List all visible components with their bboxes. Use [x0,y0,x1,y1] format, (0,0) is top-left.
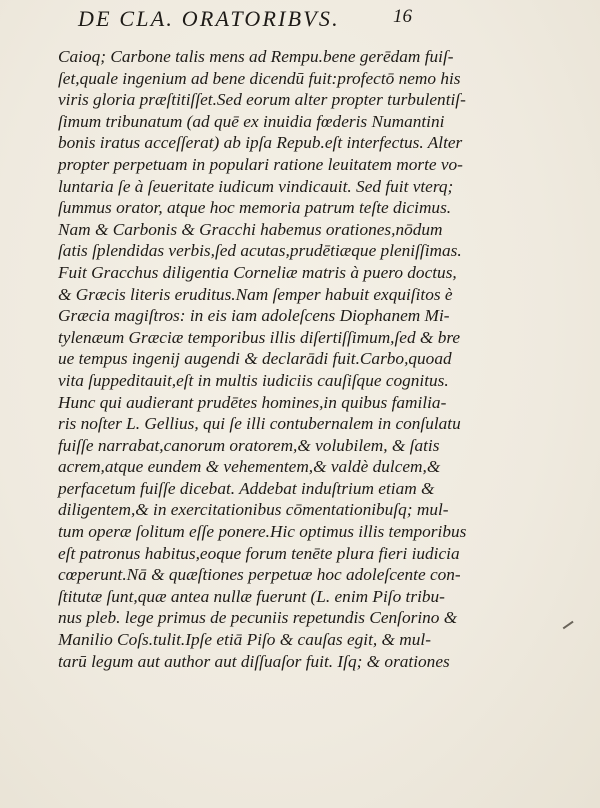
text-line: Hunc qui audierant prudētes homines,in quibus familia- [58,392,447,412]
text-line: tylenæum Græciæ temporibus illis diſertiſſimum,ſed & bre [58,327,461,347]
text-line: ris noſter L. Gellius, qui ſe illi contubernalem in conſulatu [58,414,461,434]
body-text [58,46,578,672]
page-number: 16 [393,6,412,27]
text-line: acrem,atque eundem & vehementem,& valdè dulcem,& [58,457,441,477]
text-line: nus pleb. lege primus de pecuniis repetundis Cenſorino & [58,608,458,628]
text-line: ſummus orator, atque hoc memoria patrum teſte dicimus. [58,198,452,218]
text-line: bonis iratus acceſſerat) ab ipſa Repub.eſt interfectus. Alter [58,133,463,153]
text-line: ue tempus ingenij augendi & declarādi fuit.Carbo,quoad [58,349,452,369]
text-line: tarū legum aut author aut diſſuaſor fuit. Iſq; & orationes [58,651,450,671]
text-line: propter perpetuam in populari ratione leuitatem morte vo- [58,154,463,174]
text-line: viris gloria præſtitiſſet.Sed eorum alter propter turbulentiſ- [58,90,466,110]
text-line: Nam & Carbonis & Gracchi habemus orationes,nōdum [58,219,443,239]
text-line: perfacetum fuiſſe dicebat. Addebat induſtrium etiam & [58,478,435,498]
text-line: cœperunt.Nā & quæſtiones perpetuæ hoc adoleſcente con- [58,565,461,585]
text-line: Caioq; Carbone talis mens ad Rempu.bene gerēdam fuiſ- [58,47,454,66]
text-line: ſet,quale ingenium ad bene dicendū fuit:profectō nemo his [58,68,461,88]
page-header [58,4,578,36]
text-line: diligentem,& in exercitationibus cōmentationibuſq; mul- [58,500,449,520]
text-line: Manilio Coſs.tulit.Ipſe etiā Piſo & cauſas egit, & mul- [58,630,431,650]
text-line: Græcia magiſtros: in eis iam adoleſcens Diophanem Mi- [58,306,450,326]
text-line: & Græcis literis eruditus.Nam ſemper habuit exquiſitos è [58,284,453,304]
text-line: ſtitutæ ſunt,quæ antea nullæ fuerunt (L. enim Piſo tribu- [58,586,445,606]
text-line: fuiſſe narrabat,canorum oratorem,& volubilem, & ſatis [58,435,440,455]
text-line: ſatis ſplendidas verbis,ſed acutas,prudētiæque pleniſſimas. [58,241,462,261]
text-line: luntaria ſe à ſeueritate iudicum vindicauit. Sed fuit vterq; [58,176,454,196]
text-line: Fuit Gracchus diligentia Corneliæ matris à puero doctus, [58,262,457,282]
text-line: ſimum tribunatum (ad quē ex inuidia fœderis Numantini [58,111,445,131]
running-title: DE CLA. ORATORIBVS. [78,6,340,31]
text-line: vita ſuppeditauit,eſt in multis iudiciis cauſiſque cognitus. [58,370,449,390]
text-line: tum operæ ſolitum eſſe ponere.Hic optimus illis temporibus [58,522,467,542]
text-line: eſt patronus habitus,eoque forum tenēte plura fieri iudicia [58,543,460,563]
